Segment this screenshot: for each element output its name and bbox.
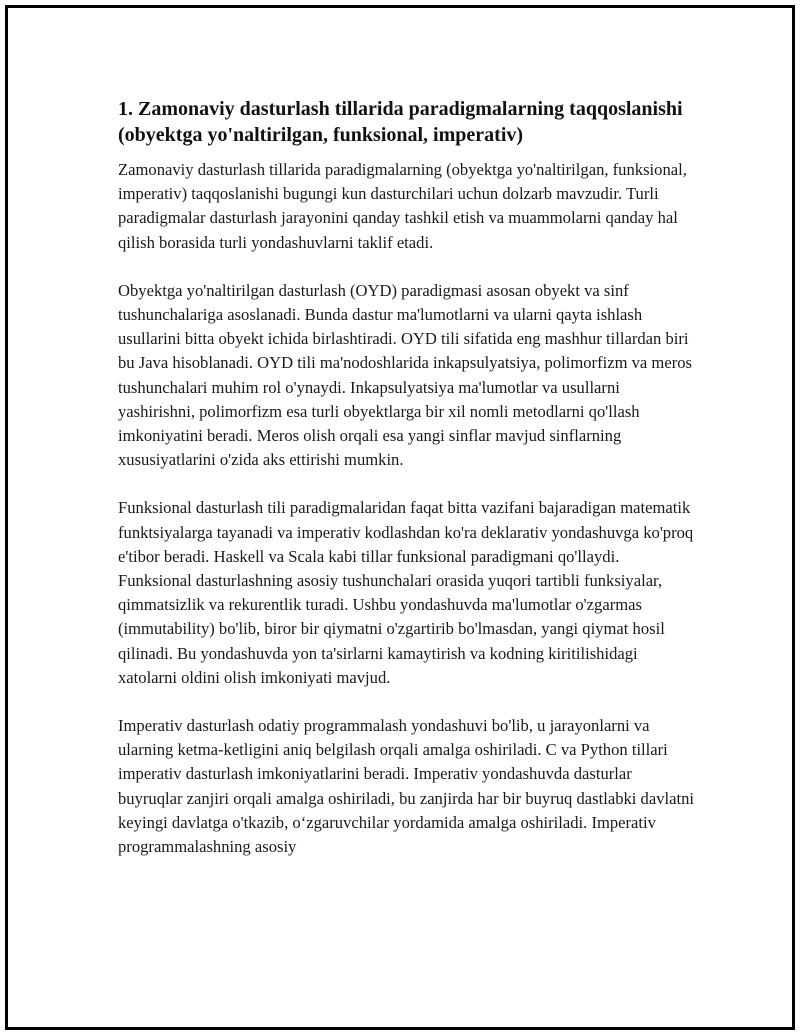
paragraph-intro: Zamonaviy dasturlash tillarida paradigmalarning (obyektga yo'naltirilgan, funksional, imperativ) taqqoslanishi bugungi kun dasturchilari uchun dolzarb mavzudir. Turli paradigmalar dasturlash jarayonini qanday tashkil etish va muammolarni qanday hal qilish borasida turli yondashuvlarni taklif etadi. bbox=[118, 160, 687, 252]
paragraph-imperative: Imperativ dasturlash odatiy programmalash yondashuvi bo'lib, u jarayonlarni va ularning ketma-ketligini aniq belgilash orqali amalga oshiriladi. C va Python tillari imperativ dasturlash imkoniyatlarini beradi. Imperativ yondashuvda dasturlar buyruqlar zanjiri orqali amalga oshiriladi, bu zanjirda har bir buyruq dastlabki davlatni keyingi davlatga o'tkazib, o‘zgaruvchilar yordamida amalga oshiriladi. Imperativ programmalashning asosiy bbox=[118, 716, 694, 857]
paragraph-functional: Funksional dasturlash tili paradigmalaridan faqat bitta vazifani bajaradigan matematik funktsiyalarga tayanadi va imperativ kodlashdan ko'ra deklarativ yondashuvga ko'proq e'tibor beradi. Haskell va Scala kabi tillar funksional paradigmani qo'llaydi. Funksional dasturlashning asosiy tushunchalari orasida yuqori tartibli funksiyalar, qimmatsizlik va rekurentlik turadi. Ushbu yondashuvda ma'lumotlar o'zgarmas (immutability) bo'lib, biror bir qiymatni o'zgartirib bo'lmasdan, yangi qiymat hosil qilinadi. Bu yondashuvda yon ta'sirlarni kamaytirish va kodning kiritilishidagi xatolarni oldini olish imkoniyati mavjud. bbox=[118, 498, 694, 687]
document-body bbox=[118, 96, 696, 883]
paragraph-oop: Obyektga yo'naltirilgan dasturlash (OYD) paradigmasi asosan obyekt va sinf tushunchalariga asoslanadi. Bunda dastur ma'lumotlarni va ularni qayta ishlash usullarini bitta obyekt ichida birlashtiradi. OYD tili sifatida eng mashhur tillardan biri bu Java hisoblanadi. OYD tili ma'nodoshlarida inkapsulyatsiya, polimorfizm va meros tushunchalari muhim rol o'ynaydi. Inkapsulyatsiya ma'lumotlar va usullarni yashirishni, polimorfizm esa turli obyektlarga bir xil nomli metodlarni qo'llash imkoniyatini beradi. Meros olish orqali esa yangi sinflar mavjud sinflarning xususiyatlarini o'zida aks ettirishi mumkin. bbox=[118, 280, 692, 470]
section-heading: 1. Zamonaviy dasturlash tillarida paradigmalarning taqqoslanishi (obyektga yo'naltirilgan, funksional, imperativ) bbox=[118, 98, 683, 146]
